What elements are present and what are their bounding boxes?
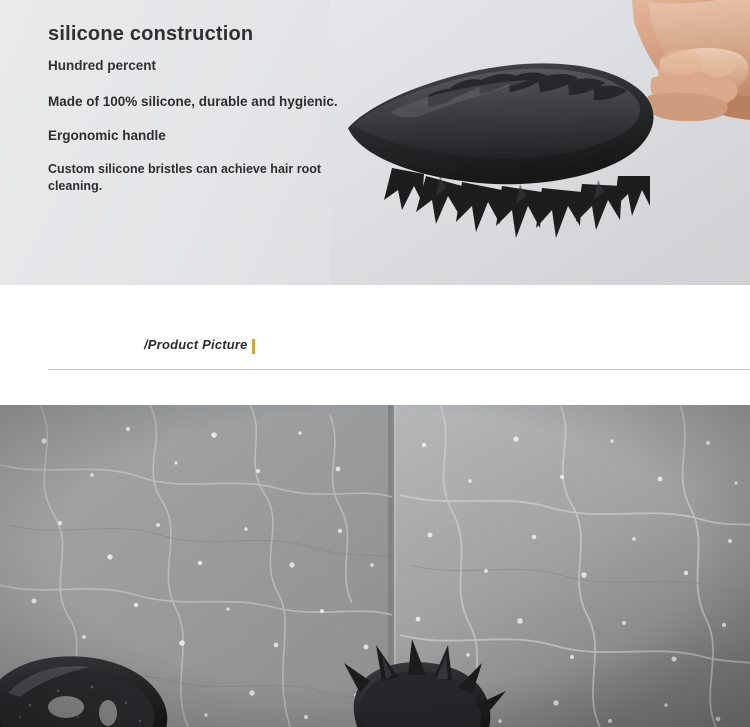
black-silicone-brushes-on-wet-stone-surface-image xyxy=(0,405,750,727)
feature-item-3: Custom silicone bristles can achieve hair root cleaning. xyxy=(48,162,322,194)
feature-item-2: Ergonomic handle xyxy=(48,128,166,144)
hero-section xyxy=(0,0,750,285)
section-label-wrap xyxy=(0,337,750,367)
accent-bar-icon xyxy=(252,339,255,354)
section-divider-band xyxy=(0,285,750,405)
hero-text-block xyxy=(48,22,428,195)
feature-item-1: Made of 100% silicone, durable and hygienic. xyxy=(48,94,338,109)
page-subtitle: Hundred percent xyxy=(48,58,157,73)
horizontal-rule xyxy=(48,369,750,370)
product-picture-section xyxy=(0,405,750,727)
section-label: /Product Picture xyxy=(144,337,254,352)
page-title: silicone construction xyxy=(48,23,254,45)
